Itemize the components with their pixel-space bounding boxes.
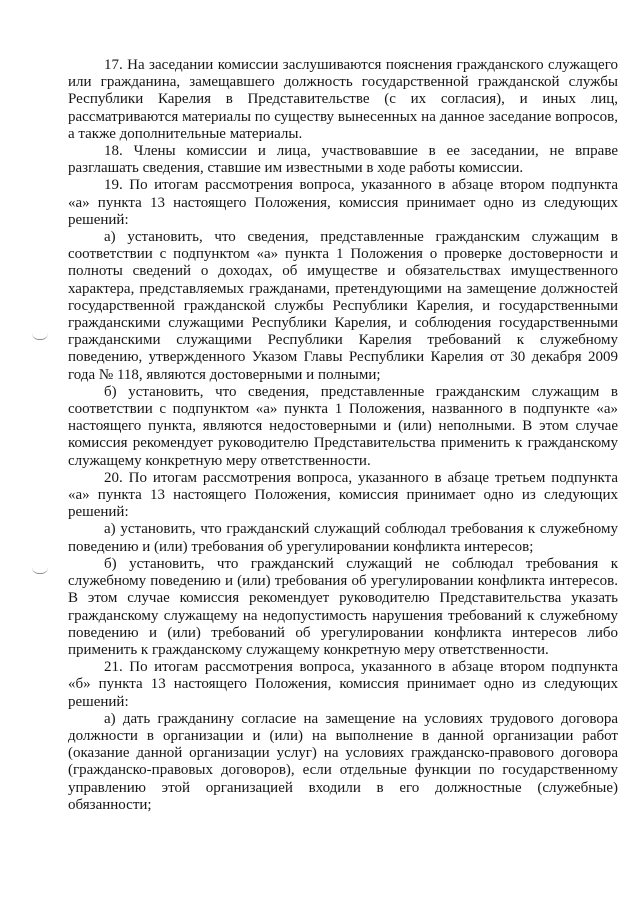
margin-scan-mark — [32, 567, 48, 574]
paragraph-19: 19. По итогам рассмотрения вопроса, указанного в абзаце втором подпункта «а» пункта 13 настоящего Положения, комиссия принимает одно из следующих решений: — [68, 177, 618, 228]
paragraph-18: 18. Члены комиссии и лица, участвовавшие в ее заседании, не вправе разглашать сведения, ставшие им известными в ходе работы комиссии. — [68, 143, 618, 177]
paragraph-19-a: а) установить, что сведения, представленные гражданским служащим в соответствии с подпунктом «а» пункта 1 Положения о проверке достоверности и полноты сведений о доходах, об имуществе и обязательствах имущественного характера, представляемых гражданами, претендующими на замещение должностей государственной гражданской службы Республики Карелия, и государственными гражданскими служащими Республики Карелия, и соблюдения государственными гражданскими служащими Республики Карелия требований к служебному поведению, утвержденного Указом Главы Республики Карелия от 30 декабря 2009 года № 118, являются достоверными и полными; — [68, 229, 618, 383]
document-body — [68, 57, 618, 814]
paragraph-21-a: а) дать гражданину согласие на замещение на условиях трудового договора должности в организации и (или) на выполнение в данной организации работ (оказание данной организации услуг) на условиях гражданско-правового договора (гражданско-правовых договоров), если отдельные функции по государственному управлению этой организацией входили в его должностные (служебные) обязанности; — [68, 710, 618, 813]
paragraph-19-b: б) установить, что сведения, представленные гражданским служащим в соответствии с подпунктом «а» пункта 1 Положения, названного в подпункте «а» настоящего пункта, являются недостоверными и (или) неполными. В этом случае комиссия рекомендует руководителю Представительства применить к гражданскому служащему конкретную меру ответственности. — [68, 383, 618, 469]
paragraph-20-a: а) установить, что гражданский служащий соблюдал требования к служебному поведению и (или) требования об урегулировании конфликта интересов; — [68, 521, 618, 555]
paragraph-20-b: б) установить, что гражданский служащий не соблюдал требования к служебному поведению и (или) требования об урегулировании конфликта интересов. В этом случае комиссия рекомендует руководителю Представительства указать гражданскому служащему на недопустимость нарушения требований к служебному поведению и (или) требований об урегулировании конфликта интересов либо применить к гражданскому служащему конкретную меру ответственности. — [68, 555, 618, 658]
margin-scan-mark — [32, 333, 48, 340]
paragraph-17: 17. На заседании комиссии заслушиваются пояснения гражданского служащего или гражданина, замещавшего должность государственной гражданской службы Республики Карелия в Представительстве (с их согласия), и иных лиц, рассматриваются материалы по существу вынесенных на данное заседание вопросов, а также дополнительные материалы. — [68, 57, 618, 142]
paragraph-21: 21. По итогам рассмотрения вопроса, указанного в абзаце втором подпункта «б» пункта 13 настоящего Положения, комиссия принимает одно из следующих решений: — [68, 659, 618, 710]
paragraph-20: 20. По итогам рассмотрения вопроса, указанного в абзаце третьем подпункта «а» пункта 13 настоящего Положения, комиссия принимает одно из следующих решений: — [68, 469, 618, 521]
